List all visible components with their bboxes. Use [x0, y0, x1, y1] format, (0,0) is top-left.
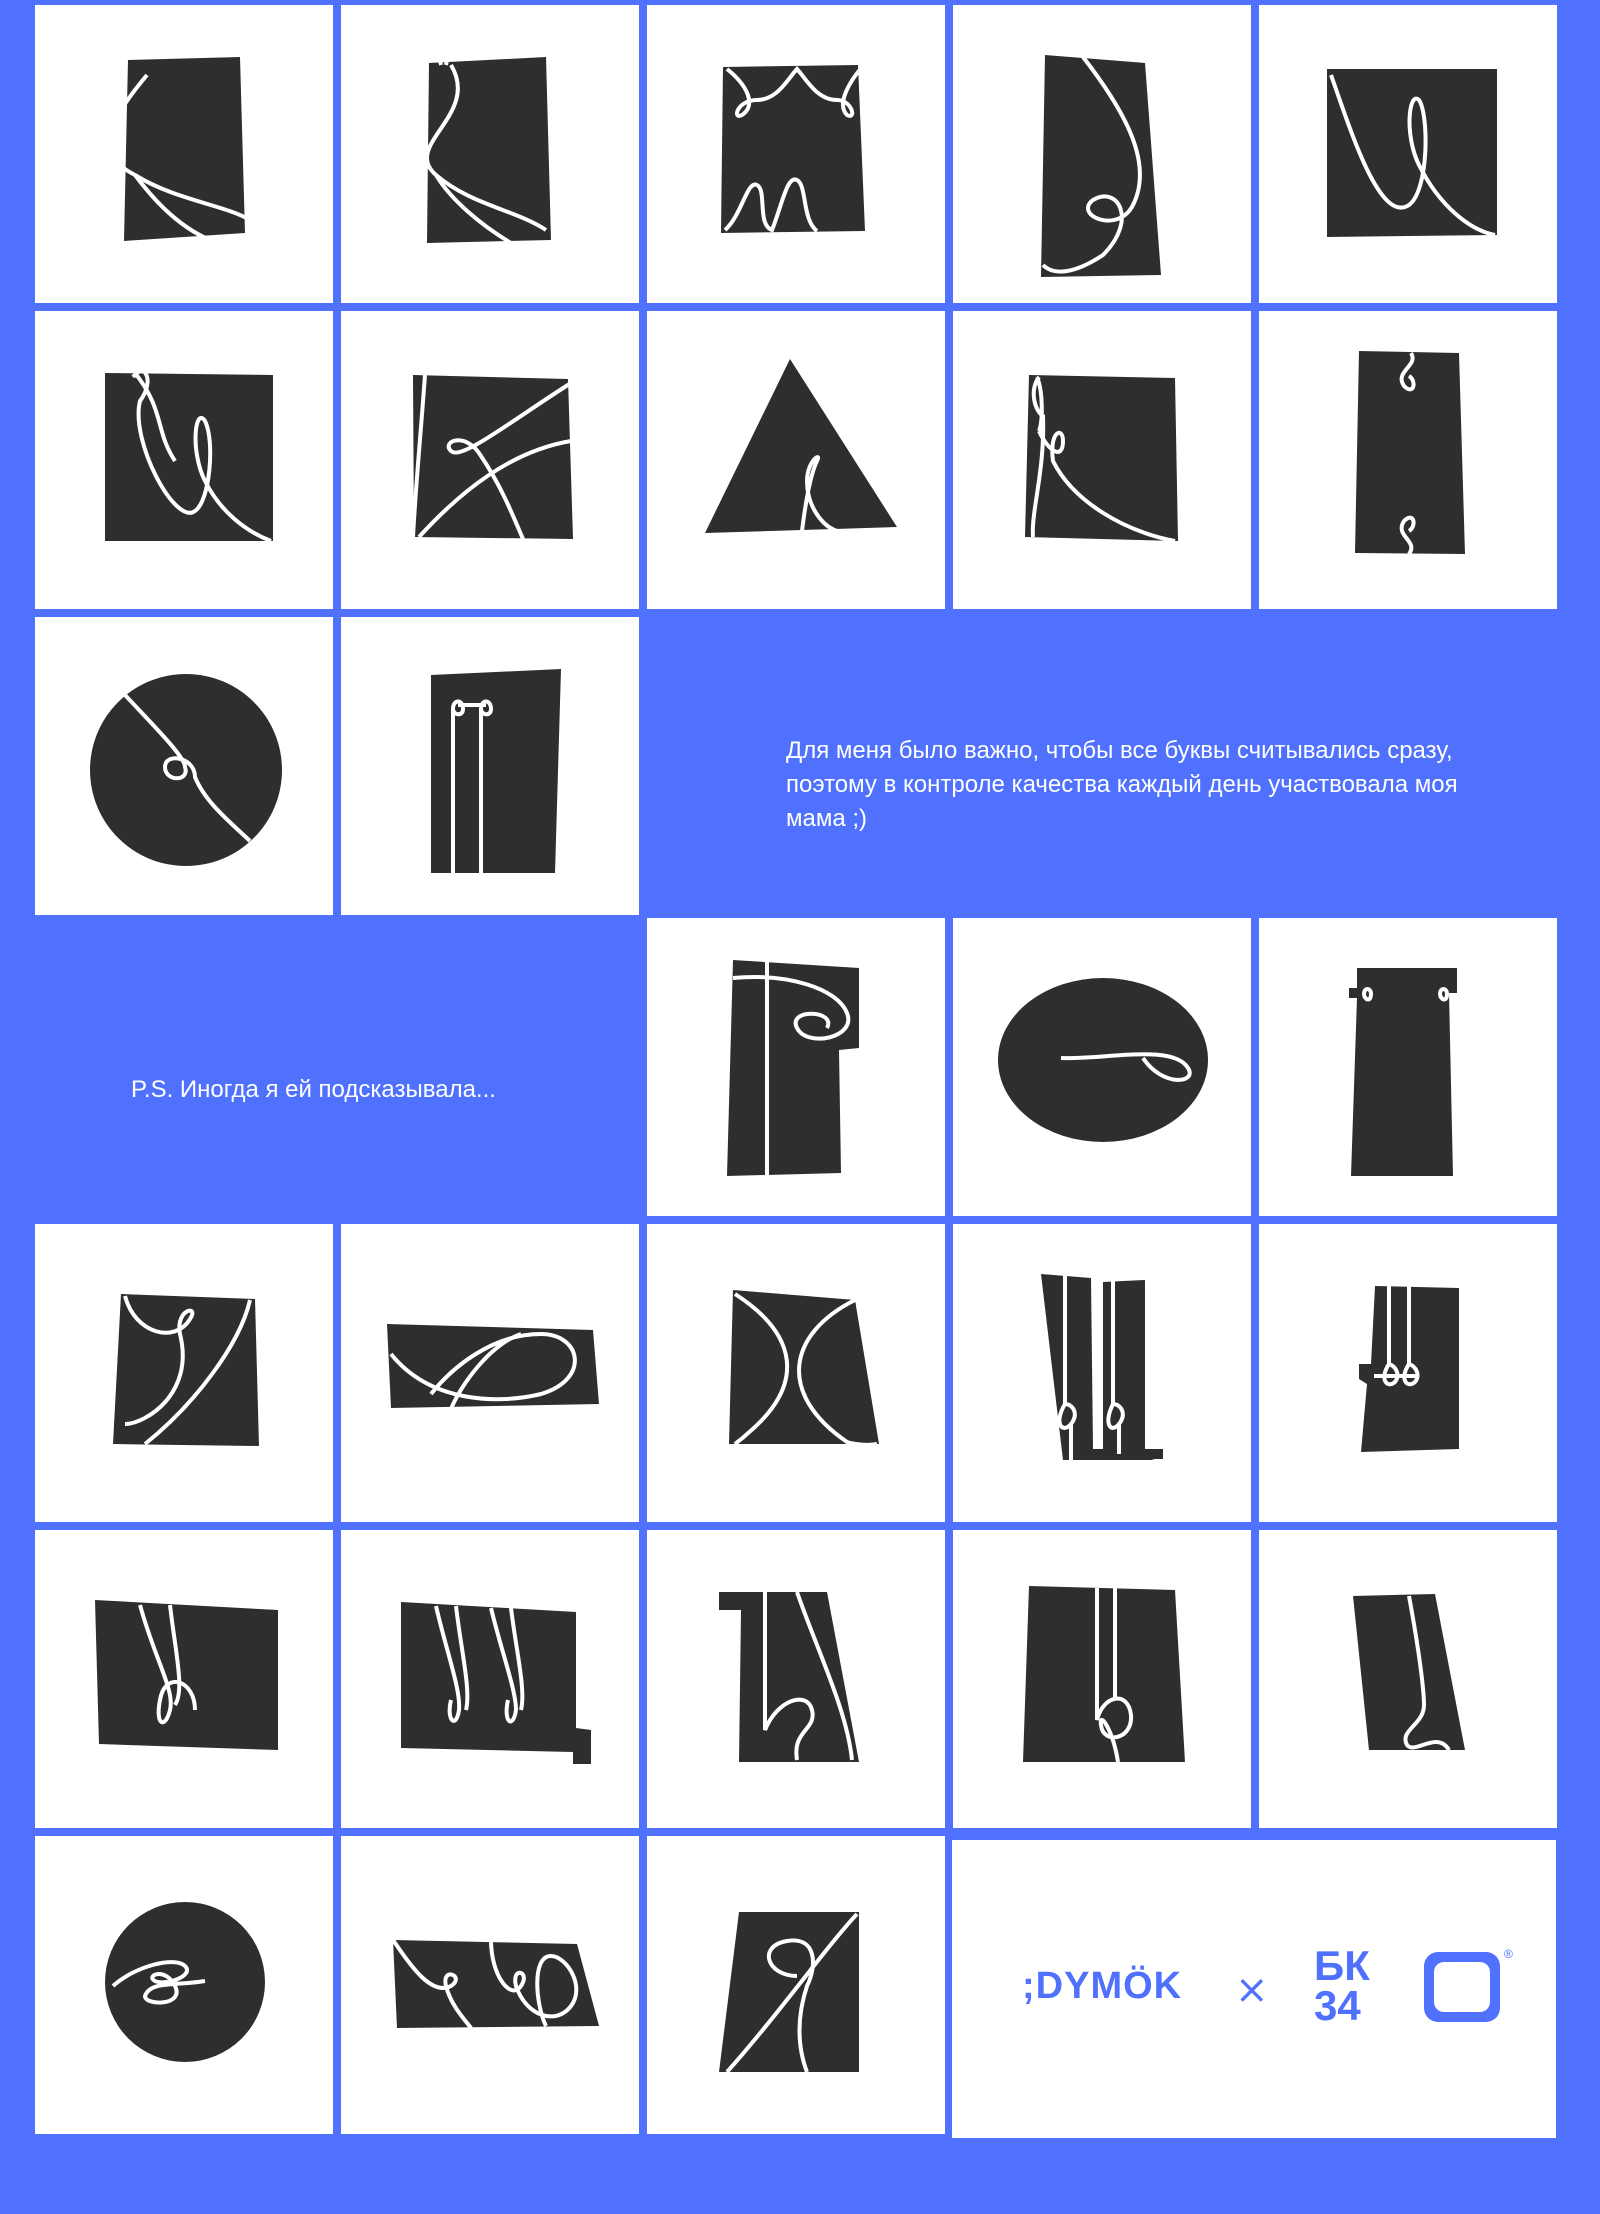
letter-glyph-24 — [953, 1530, 1251, 1828]
letter-glyph-5 — [1259, 5, 1557, 303]
ps-note: P.S. Иногда я ей подсказывала... — [131, 1076, 496, 1103]
letter-glyph-1 — [35, 5, 333, 303]
letter-glyph-19 — [953, 1224, 1251, 1522]
letter-glyph-27 — [341, 1836, 639, 2134]
letter-tile-23 — [647, 1530, 945, 1828]
letter-tile-7 — [341, 311, 639, 609]
letter-tile-14 — [953, 918, 1251, 1216]
letter-tile-4 — [953, 5, 1251, 303]
letter-glyph-6 — [35, 311, 333, 609]
letter-glyph-7 — [341, 311, 639, 609]
letter-glyph-15 — [1259, 918, 1557, 1216]
tv-channel-logo — [1422, 1944, 1522, 2028]
letter-glyph-3 — [647, 5, 945, 303]
collaboration-separator: × — [1235, 1967, 1269, 2013]
letter-glyph-11 — [35, 617, 333, 915]
letter-glyph-10 — [1259, 311, 1557, 609]
letter-tile-27 — [341, 1836, 639, 2134]
letter-tile-3 — [647, 5, 945, 303]
letter-glyph-28 — [647, 1836, 945, 2134]
dymok-logo: ;DYMÖK — [1022, 1965, 1183, 2007]
letter-tile-1 — [35, 5, 333, 303]
letter-tile-9 — [953, 311, 1251, 609]
partner-logos — [952, 1840, 1556, 2138]
letter-tile-11 — [35, 617, 333, 915]
letter-tile-21 — [35, 1530, 333, 1828]
letter-tile-17 — [341, 1224, 639, 1522]
letter-glyph-23 — [647, 1530, 945, 1828]
letter-tile-26 — [35, 1836, 333, 2134]
letter-tile-15 — [1259, 918, 1557, 1216]
letter-tile-18 — [647, 1224, 945, 1522]
letter-tile-20 — [1259, 1224, 1557, 1522]
letter-glyph-22 — [341, 1530, 639, 1828]
bk34-logo-top: БК — [1314, 1944, 1370, 1989]
letter-glyph-12 — [341, 617, 639, 915]
letter-tile-24 — [953, 1530, 1251, 1828]
letter-tile-8 — [647, 311, 945, 609]
letter-glyph-16 — [35, 1224, 333, 1522]
letter-tile-6 — [35, 311, 333, 609]
letter-glyph-20 — [1259, 1224, 1557, 1522]
letter-glyph-21 — [35, 1530, 333, 1828]
bk34-logo-bottom: 34 — [1314, 1982, 1361, 2024]
letter-glyph-17 — [341, 1224, 639, 1522]
letter-tile-13 — [647, 918, 945, 1216]
registered-mark: ® — [1504, 1947, 1513, 1961]
letter-glyph-18 — [647, 1224, 945, 1522]
letter-tile-10 — [1259, 311, 1557, 609]
letter-glyph-9 — [953, 311, 1251, 609]
letter-glyph-13 — [647, 918, 945, 1216]
letter-tile-5 — [1259, 5, 1557, 303]
letter-glyph-8 — [647, 311, 945, 609]
letter-tile-19 — [953, 1224, 1251, 1522]
letter-glyph-14 — [953, 918, 1251, 1216]
letter-tile-12 — [341, 617, 639, 915]
letter-glyph-26 — [35, 1836, 333, 2134]
letter-glyph-4 — [953, 5, 1251, 303]
quality-control-note: Для меня было важно, чтобы все буквы считывались сразу, поэтому в контроле качества каждый день участвовала моя мама ;) — [786, 737, 1458, 832]
letter-glyph-2 — [341, 5, 639, 303]
bk34-logo — [1312, 1944, 1404, 2024]
letter-tile-22 — [341, 1530, 639, 1828]
letter-glyph-25 — [1259, 1530, 1557, 1828]
letter-tile-2 — [341, 5, 639, 303]
letter-tile-28 — [647, 1836, 945, 2134]
letter-tile-25 — [1259, 1530, 1557, 1828]
letter-tile-16 — [35, 1224, 333, 1522]
